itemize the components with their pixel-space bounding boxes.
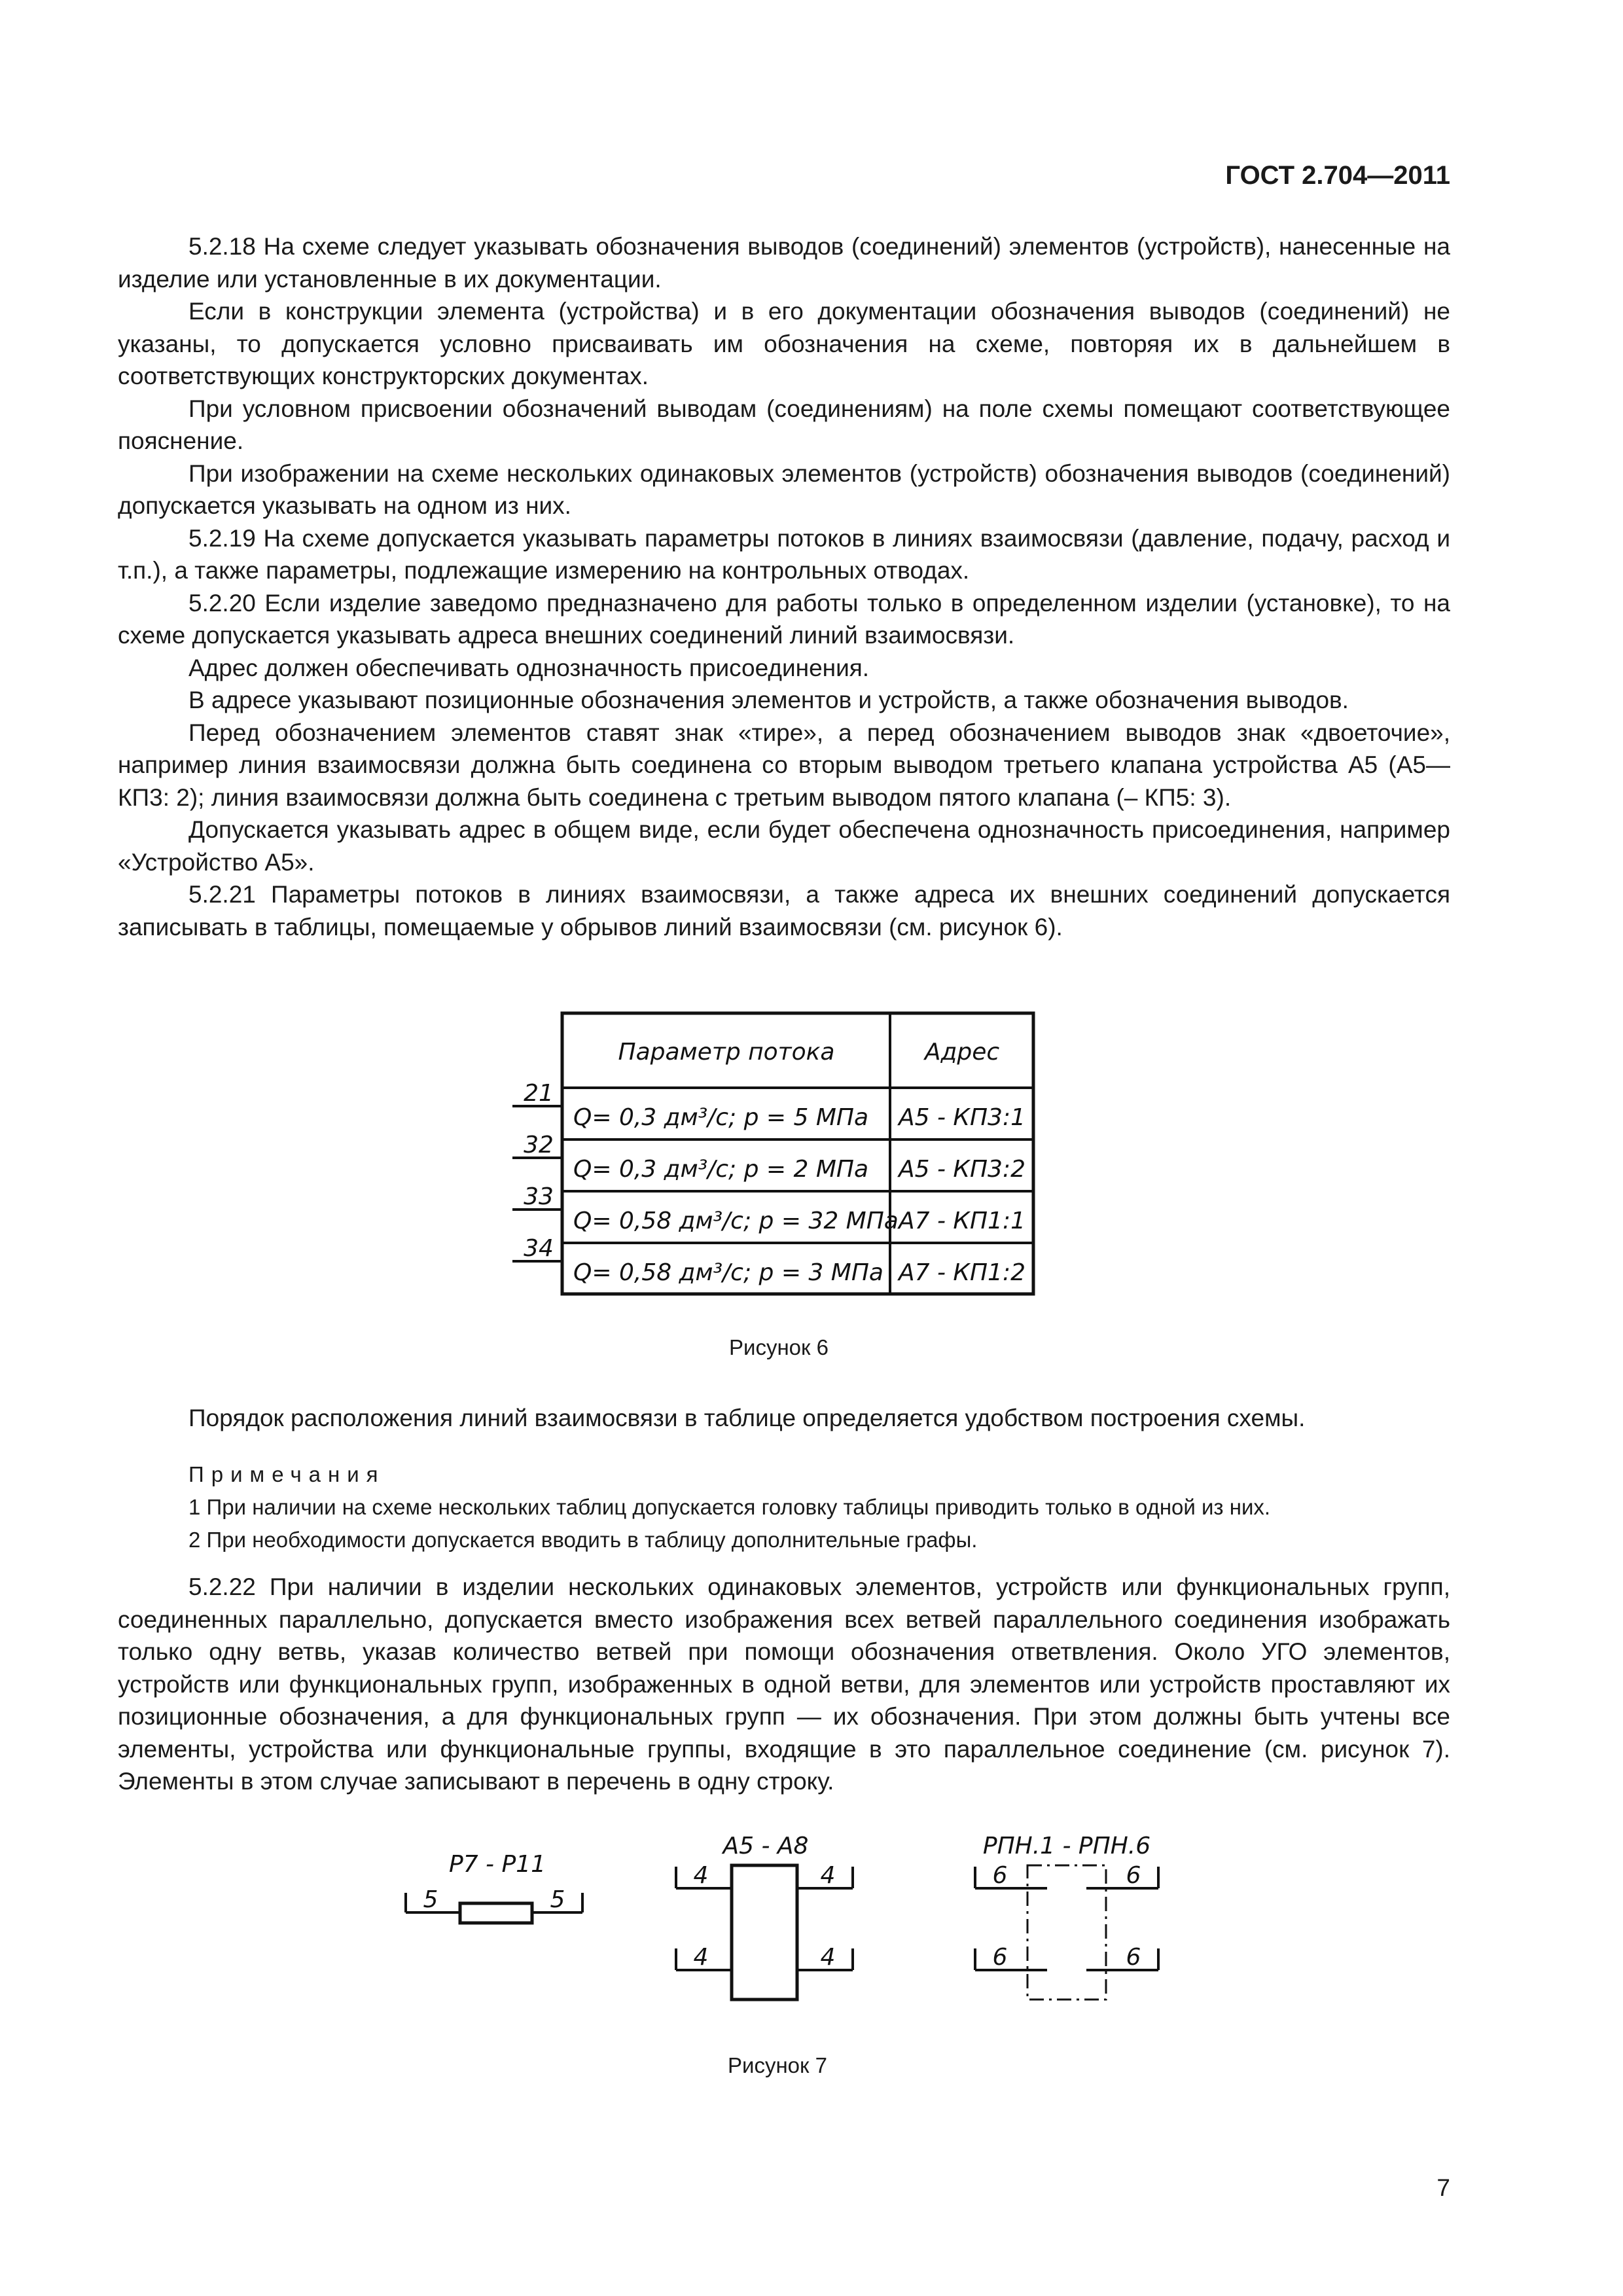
branch-count-label: 6	[992, 1944, 1008, 1971]
branch-count-label: 4	[820, 1862, 836, 1889]
branch-count-label: 6	[1126, 1862, 1141, 1889]
line-number: 32	[524, 1132, 554, 1158]
table-cell-address: А5 - КП3:1	[899, 1104, 1026, 1131]
note-item: 1 При наличии на схеме нескольких таблиц допускается головку таблицы приводить только в одной из них.	[188, 1495, 1271, 1519]
line-number: 33	[524, 1183, 554, 1210]
body-text-block-2	[118, 1402, 1450, 1435]
paragraph: Порядок расположения линий взаимосвязи в таблице определяется удобством построения схемы.	[188, 1405, 1306, 1431]
paragraph: 5.2.20 Если изделие заведомо предназначено для работы только в определенном изделии (установке), то на схеме допускается указывать адреса внешних соединений линий взаимосвязи.	[118, 589, 1450, 649]
notes-title: Примечания	[188, 1462, 385, 1486]
group-label: РПН.1 - РПН.6	[982, 1833, 1151, 1859]
body-text-block-1	[118, 230, 1450, 943]
paragraph: Адрес должен обеспечивать однозначность присоединения.	[188, 654, 870, 681]
table-cell-param: Q= 0,58 дм³/с; р = 32 МПа	[573, 1208, 899, 1234]
paragraph: При условном присвоении обозначений выводам (соединениям) на поле схемы помещают соответствующее пояснение.	[118, 395, 1450, 454]
table-cell-address: А7 - КП1:1	[899, 1208, 1026, 1234]
resistor-label: Р7 - Р11	[448, 1851, 546, 1878]
figure-6-caption: Рисунок 6	[729, 1335, 829, 1359]
table-header-address: Адрес	[924, 1039, 1000, 1066]
table-cell-address: А5 - КП3:2	[899, 1156, 1026, 1183]
paragraph: 5.2.22 При наличии в изделии нескольких одинаковых элементов, устройств или функциональных групп, соединенных параллельно, допускается вместо изображения всех ветвей параллельного соединения изображать только одну ветвь, указав количество ветвей при помощи обозначения ответвления. Около УГО элементов, устройств или функциональных групп, изображенных в одной ветви, для элементов или устройств проставляют их позиционные обозначения, а для функциональных групп — их обозначения. При этом должны быть учтены все элементы, устройства или функциональные группы, входящие в это параллельное соединение (см. рисунок 7). Элементы в этом случае записывают в перечень в одну строку.	[118, 1573, 1450, 1795]
paragraph: 5.2.21 Параметры потоков в линиях взаимосвязи, а также адреса их внешних соединений допускается записывать в таблицы, помещаемые у обрывов линий взаимосвязи (см. рисунок 6).	[118, 881, 1450, 941]
paragraph: Допускается указывать адрес в общем виде, если будет обеспечена однозначность присоединения, например «Устройство А5».	[118, 816, 1450, 876]
figure-7-diagram	[393, 1826, 1178, 2009]
branch-count-label: 4	[693, 1862, 709, 1889]
branch-count-label: 4	[820, 1944, 836, 1971]
paragraph: Перед обозначением элементов ставят знак «тире», а перед обозначением выводов знак «двоеточие», например линия взаимосвязи должна быть соединена со вторым выводом третьего клапана устройства А5 (А5—КП3: 2); линия взаимосвязи должна быть соединена с третьим выводом пятого клапана (– КП5: 3).	[118, 719, 1450, 811]
table-cell-param: Q= 0,58 дм³/с; р = 3 МПа	[573, 1259, 883, 1286]
figure-6-table	[504, 1011, 1047, 1299]
paragraph: В адресе указывают позиционные обозначения элементов и устройств, а также обозначения выводов.	[188, 687, 1349, 713]
notes-block	[118, 1458, 1450, 1556]
table-cell-param: Q= 0,3 дм³/с; р = 2 МПа	[573, 1156, 869, 1183]
document-code: ГОСТ 2.704—2011	[1225, 161, 1450, 190]
note-item: 2 При необходимости допускается вводить в таблицу дополнительные графы.	[188, 1528, 978, 1552]
figure-7-caption: Рисунок 7	[728, 2053, 827, 2077]
branch-count-label: 5	[550, 1886, 565, 1913]
body-text-block-3	[118, 1571, 1450, 1798]
branch-count-label: 4	[693, 1944, 709, 1971]
line-number: 34	[524, 1235, 554, 1262]
branch-count-label: 6	[1126, 1944, 1141, 1971]
table-cell-address: А7 - КП1:2	[899, 1259, 1026, 1286]
device-label: А5 - А8	[722, 1833, 809, 1859]
branch-count-label: 6	[992, 1862, 1008, 1889]
paragraph: Если в конструкции элемента (устройства) и в его документации обозначения выводов (соединений) не указаны, то допускается условно присваивать им обозначения на схеме, повторяя их в дальнейшем в соответствующих конструкторских документах.	[118, 298, 1450, 389]
branch-count-label: 5	[423, 1886, 438, 1913]
table-header-param: Параметр потока	[618, 1039, 835, 1066]
table-cell-param: Q= 0,3 дм³/с; р = 5 МПа	[573, 1104, 869, 1131]
line-number: 21	[524, 1080, 554, 1107]
paragraph: 5.2.19 На схеме допускается указывать параметры потоков в линиях взаимосвязи (давление, подачу, расход и т.п.), а также параметры, подлежащие измерению на контрольных отводах.	[118, 524, 1450, 584]
paragraph: При изображении на схеме нескольких одинаковых элементов (устройств) обозначения выводов (соединений) допускается указывать на одном из них.	[118, 459, 1450, 519]
paragraph: 5.2.18 На схеме следует указывать обозначения выводов (соединений) элементов (устройств), нанесенные на изделие или установленные в их документации.	[118, 233, 1450, 293]
page-number: 7	[1436, 2174, 1450, 2201]
